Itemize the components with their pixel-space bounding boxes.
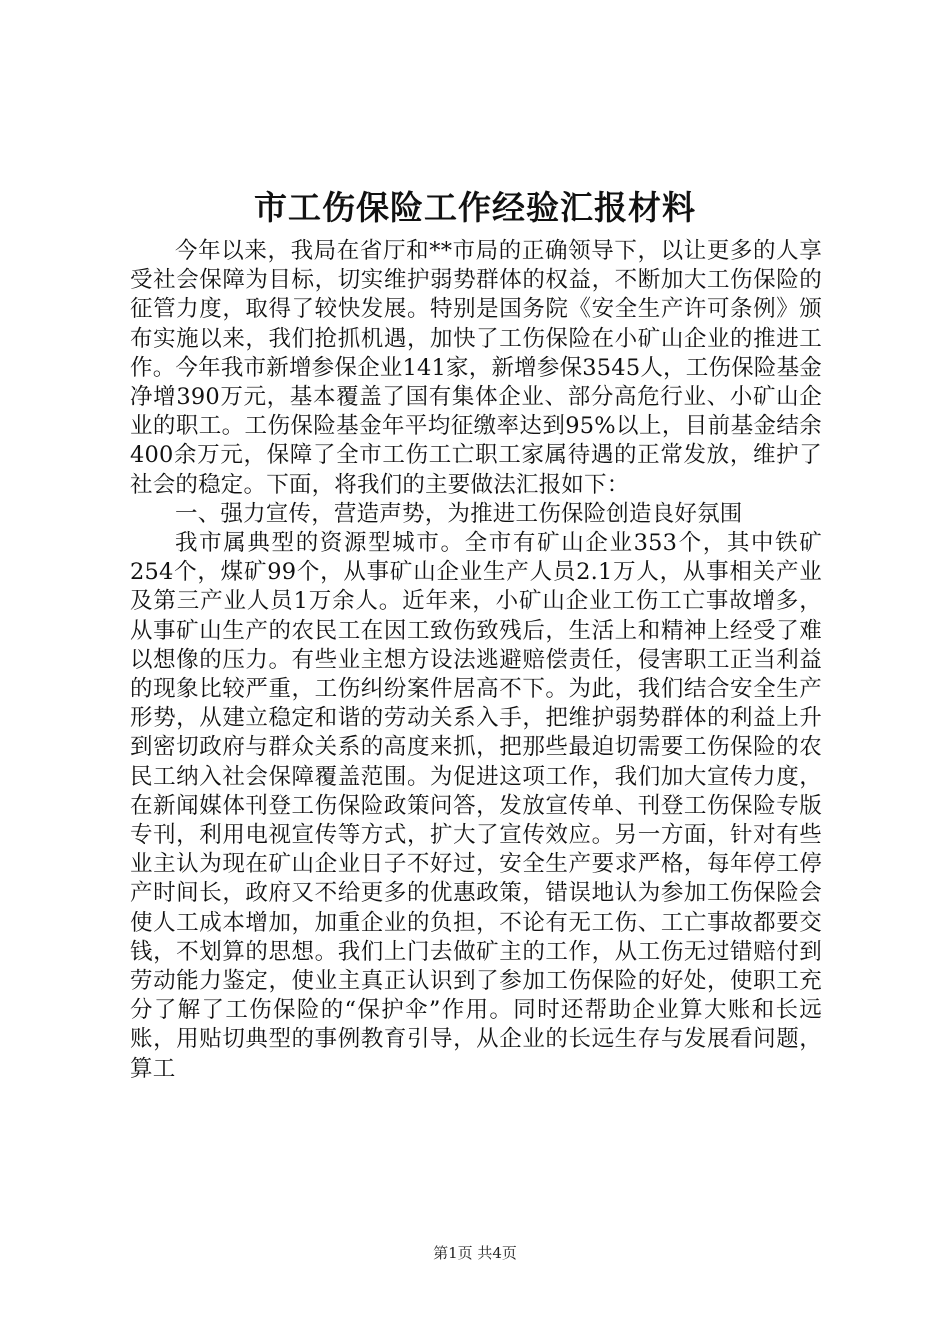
page-footer: 第1页 共4页 [433,1244,517,1262]
paragraph-intro: 今年以来，我局在省厅和**市局的正确领导下，以让更多的人享受社会保障为目标，切实维护弱势群体的权益，不断加大工伤保险的征管力度，取得了较快发展。特别是国务院《安全生产许可条例》颁布实施以来，我们抢抓机遇，加快了工伤保险在小矿山企业的推进工作。今年我市新增参保企业141家，新增参保3545人，工伤保险基金净增390万元，基本覆盖了国有集体企业、部分高危行业、小矿山企业的职工。工伤保险基金年平均征缴率达到95%以上，目前基金结余400余万元，保障了全市工伤工亡职工家属待遇的正常发放，维护了社会的稳定。下面，将我们的主要做法汇报如下： [130,238,822,498]
document-title: 市工伤保险工作经验汇报材料 [254,188,696,227]
section-heading-1: 一、强力宣传，营造声势，为推进工伤保险创造良好氛围 [175,500,743,527]
paragraph-section-1: 我市属典型的资源型城市。全市有矿山企业353个，其中铁矿254个，煤矿99个，从事矿山企业生产人员2.1万人，从事相关产业及第三产业人员1万余人。近年来，小矿山企业工伤工亡事故增多，从事矿山生产的农民工在因工致伤致残后，生活上和精神上经受了难以想像的压力。有些业主想方设法逃避赔偿责任，侵害职工正当利益的现象比较严重，工伤纠纷案件居高不下。为此，我们结合安全生产形势，从建立稳定和谐的劳动关系入手，把维护弱势群体的利益上升到密切政府与群众关系的高度来抓，把那些最迫切需要工伤保险的农民工纳入社会保障覆盖范围。为促进这项工作，我们加大宣传力度，在新闻媒体刊登工伤保险政策问答，发放宣传单、刊登工伤保险专版专刊，利用电视宣传等方式，扩大了宣传效应。另一方面，针对有些业主认为现在矿山企业日子不好过，安全生产要求严格，每年停工停产时间长，政府又不给更多的优惠政策，错误地认为参加工伤保险会使人工成本增加，加重企业的负担，不论有无工伤、工亡事故都要交钱，不划算的思想。我们上门去做矿主的工作，从工伤无过错赔付到劳动能力鉴定，使业主真正认识到了参加工伤保险的好处，使职工充分了解了工伤保险的“保护伞”作用。同时还帮助企业算大账和长远账，用贴切典型的事例教育引导，从企业的长远生存与发展看问题，算工 [130,530,822,1082]
document-body [130,237,822,1084]
